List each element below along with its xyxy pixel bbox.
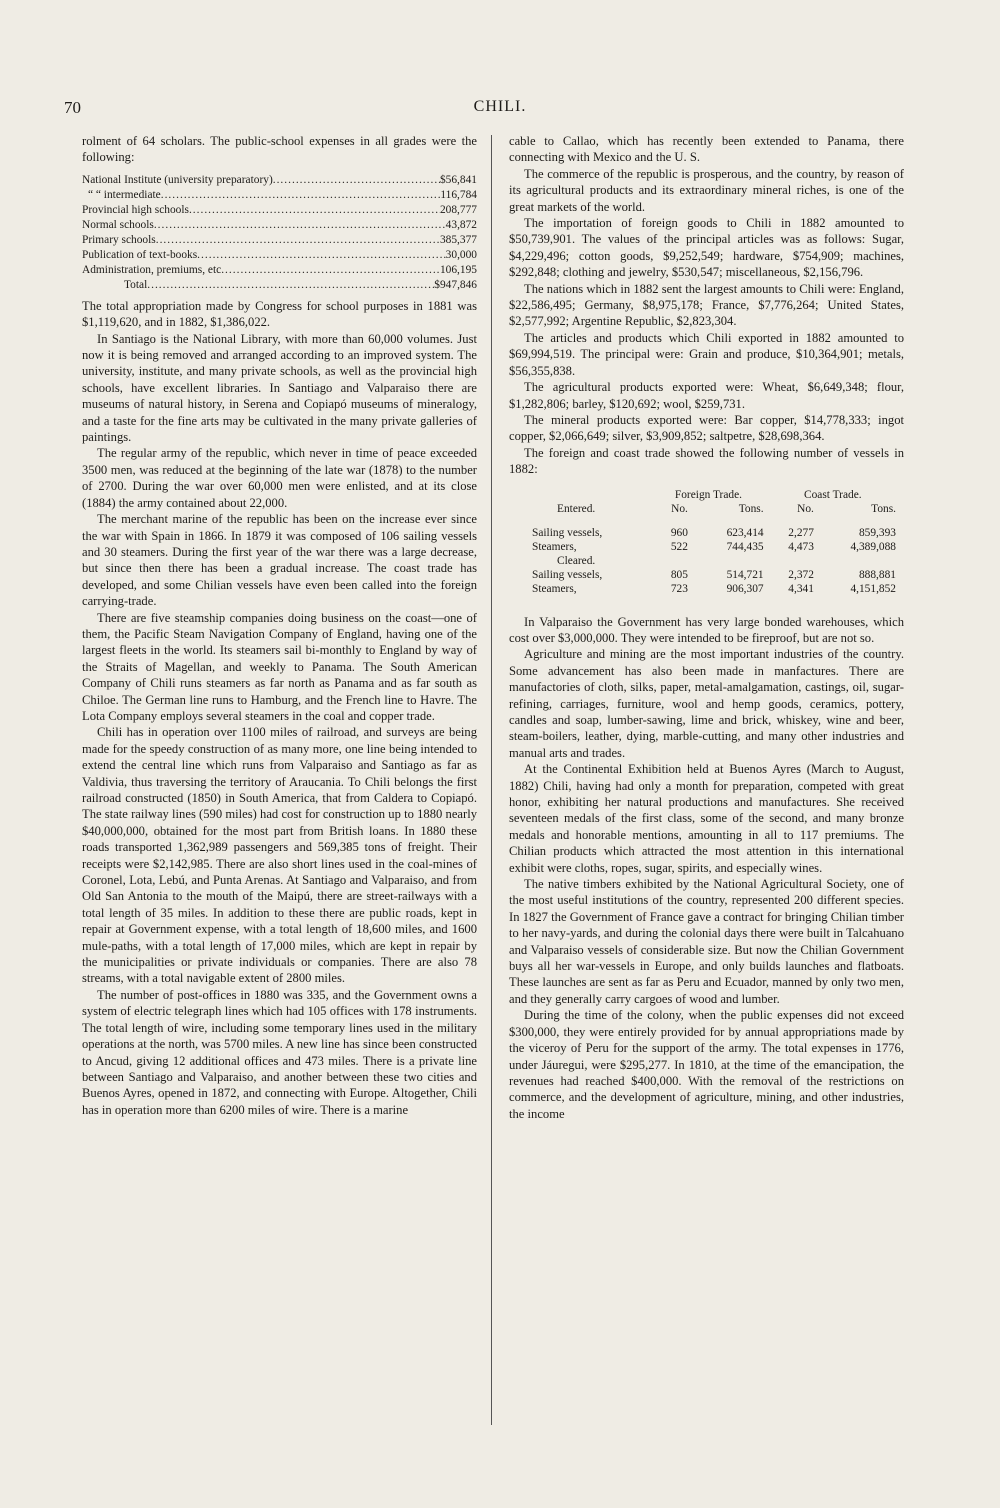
table-row	[529, 540, 899, 554]
paragraph: The importation of foreign goods to Chili in 1882 amounted to $50,739,901. The values of the principal articles was as follows: Sugar, $4,229,496; cotton goods, $9,252,549; hardware, $754,909; machines, $292,848; clothing and jewelry, $530,547; miscellaneous, $2,156,796.	[509, 216, 904, 280]
paragraph: cable to Callao, which has recently been extended to Panama, there connecting with Mexico and the U. S.	[509, 134, 904, 165]
paragraph: The number of post-offices in 1880 was 335, and the Government owns a system of electric telegraph lines which had 105 offices with 178 instruments. The total length of wire, including some temporary lines used in the military operations at the north, was 5700 miles. A new line has since been constructed to Ancud, giving 12 additional offices and 473 miles. There is a private line between Santiago and Valparaiso, and another between these two cities and Buenos Ayres, opened in 1872, and connecting with Europe. Altogether, Chili has in operation more than 6200 miles of wire. There is a marine	[82, 987, 477, 1117]
right-column	[509, 133, 904, 1122]
table-column-header	[529, 502, 899, 516]
cell: 4,341	[788, 582, 814, 595]
ledger-amount: $56,841	[439, 173, 477, 186]
table-row	[529, 582, 899, 596]
ledger-row	[82, 248, 477, 263]
paragraph: In Valparaiso the Government has very large bonded warehouses, which cost over $3,000,000. They were intended to be fireproof, but are not so.	[509, 614, 904, 645]
paragraph: The nations which in 1882 sent the largest amounts to Chili were: England, $22,586,495; Germany, $8,975,178; France, $7,776,264; United States, $2,577,992; Argentine Republic, $2,823,304.	[509, 281, 904, 329]
table-row	[529, 568, 899, 582]
paragraph: Agriculture and mining are the most important industries of the country. Some advancement has also been made in manfactures. There are manufactories of cloth, silks, paper, metal-amalgamation, castings, oil, sugar-refining, carriages, furniture, wool and hemp goods, ceramics, pottery, candles and soap, lumber-sawing, lime and brick, whiskey, wine and beer, steam-boilers, leather, dying, marble-cutting, and many other industries and manual arts and trades.	[509, 647, 904, 760]
ledger-label: Primary schools	[82, 233, 156, 246]
cell: 514,721	[726, 568, 764, 581]
paragraph: There are five steamship companies doing business on the coast—one of them, the Pacific Steam Navigation Company of England, having one of the largest fleets in the world. Its steamers sail bi-monthly to England by way of the Straits of Magellan, and weekly to Panama. The South American Company of Chili runs steamers as far north as Panama and as far south as Chiloe. The German line runs to Hamburg, and the French line to Havre. The Lota Company employs several steamers in the coal and copper trade.	[82, 610, 477, 723]
cell: 723	[670, 582, 688, 595]
vessel-trade-table	[529, 488, 899, 596]
ledger-label: Normal schools	[82, 218, 154, 231]
ledger-amount: 43,872	[445, 218, 477, 231]
col-no: No.	[671, 502, 688, 515]
paragraph: The regular army of the republic, which never in time of peace exceeded 3500 men, was reduced at the beginning of the late war (1878) to the number of 2700. During the war over 60,000 men were enlisted, and at its close (1884) the army contained about 22,000.	[82, 446, 477, 510]
cell: 906,307	[726, 582, 764, 595]
ledger-amount: 30,000	[445, 248, 477, 261]
col-tons: Tons.	[738, 502, 764, 515]
table-row	[529, 526, 899, 540]
cell: 744,435	[726, 540, 764, 553]
ledger-amount: 208,777	[439, 203, 477, 216]
col-no: No.	[797, 502, 814, 515]
ledger-label: Publication of text-books	[82, 248, 198, 261]
cell: 522	[670, 540, 688, 553]
cell: 960	[670, 526, 688, 539]
ledger-label: Administration, premiums, etc	[82, 263, 222, 276]
row-label: Sailing vessels,	[532, 568, 603, 581]
table-section-row	[529, 554, 899, 568]
cell: 2,372	[788, 568, 814, 581]
ledger-row	[82, 173, 477, 188]
cell: 2,277	[788, 526, 814, 539]
cell: 4,151,852	[850, 582, 896, 595]
paragraph: During the time of the colony, when the public expenses did not exceed $300,000, they were entirely provided for by annual appropriations made by the viceroy of Peru for the support of the army. The total expenses in 1776, under Jáuregui, were $295,277. In 1810, at the time of the emancipation, the revenues had reached $400,000. With the removal of the restrictions on commerce, and the development of agriculture, mining, and other industries, the income	[509, 1008, 904, 1121]
school-expenses-ledger	[82, 173, 477, 293]
coast-trade-header: Coast Trade.	[804, 488, 862, 501]
row-label: Sailing vessels,	[532, 526, 603, 539]
ledger-row	[82, 203, 477, 218]
cell: 623,414	[726, 526, 764, 539]
paragraph: The articles and products which Chili exported in 1882 amounted to $69,994,519. The principal were: Grain and produce, $10,364,901; metals, $56,355,838.	[509, 330, 904, 378]
left-column	[82, 133, 477, 1118]
paragraph: The native timbers exhibited by the National Agricultural Society, one of the most useful institutions of the country, represented 200 different species. In 1827 the Government of France gave a contract for bringing Chilian timber to her navy-yards, and during the colonial days there were built in Talcahuano and Valparaiso vessels of considerable size. But now the Chilian Government buys all her war-vessels in Europe, and only builds launches and flatboats. These launches are sent as far as Peru and Ecuador, manned by only two men, and they generally carry cargoes of wood and lumber.	[509, 877, 904, 1006]
ledger-total-amount: $947,846	[434, 278, 477, 291]
ledger-label: Provincial high schools	[82, 203, 189, 216]
paragraph: Chili has in operation over 1100 miles of railroad, and surveys are being made for the speedy construction of as many more, one line being intended to extend the central line which runs from Valparaiso and Santiago as far as Valdivia, thus traversing the territory of Araucania. To Chili belongs the first railroad constructed (1850) in South America, that from Caldera to Copiapó. The state railway lines (590 miles) had cost for construction up to 1880 nearly $40,000,000, obtained for the most part from British loans. In 1880 these roads transported 1,362,989 passengers and 569,385 tons of freight. Their receipts were $2,142,985. There are also short lines used in the coal-mines of Coronel, Lota, Lebú, and Punta Arenas. At Santiago and Valparaiso, and from Old San Antonia to the mouth of the Maipú, there are street-railways with a total length of 35 miles. In addition to these there are public roads, kept in repair at Government expense, with a total length of 18,600 miles, and 1600 mule-paths, with a total length of 17,000 miles, which are kept in repair by the municipalities or private individuals or companies. There are also 78 streams, with a total navigable extent of 2800 miles.	[82, 725, 477, 986]
ledger-row	[82, 263, 477, 278]
ledger-total-row	[82, 278, 477, 293]
paragraph: rolment of 64 scholars. The public-school expenses in all grades were the following:	[82, 134, 477, 165]
paragraph: The commerce of the republic is prosperous, and the country, by reason of its agricultural products and its extraordinary mineral riches, is one of the great markets of the world.	[509, 166, 904, 214]
ledger-row	[82, 218, 477, 233]
row-label: Steamers,	[532, 582, 577, 595]
cleared-label: Cleared.	[557, 554, 596, 567]
cell: 888,881	[858, 568, 896, 581]
ledger-amount: 385,377	[439, 233, 477, 246]
paragraph: At the Continental Exhibition held at Buenos Ayres (March to August, 1882) Chili, having had only a month for preparation, competed with great honor, exhibiting her natural productions and manufactures. She received seventeen medals of the first class, some of the second, and many bronze medals and honorable mentions, amounting in all to 117 premiums. The Chilian products which attracted the most attention in this international exhibit were cloths, ropes, sugar, spirits, and especially wines.	[509, 762, 904, 875]
ledger-amount: 116,784	[440, 188, 477, 201]
table-group-header	[529, 488, 899, 502]
paragraph: The merchant marine of the republic has been on the increase ever since the war with Spain in 1866. In 1879 it was composed of 106 sailing vessels and 30 steamers. During the first year of the war there was a large decrease, but since then there has been a gradual increase. The coast trade has developed, and some Chilian vessels have even been called into the foreign carrying-trade.	[82, 512, 477, 609]
entered-label: Entered.	[557, 502, 596, 515]
ledger-row	[82, 188, 477, 203]
ledger-amount: 106,195	[439, 263, 477, 276]
ledger-label: National Institute (university preparatory)	[82, 173, 273, 186]
cell: 4,473	[788, 540, 814, 553]
paragraph: The mineral products exported were: Bar copper, $14,778,333; ingot copper, $2,066,649; silver, $3,909,852; saltpetre, $28,698,364.	[509, 412, 904, 444]
col-tons: Tons.	[871, 502, 896, 515]
ledger-total-label: Total	[124, 278, 148, 291]
paragraph: The agricultural products exported were: Wheat, $6,649,348; flour, $1,282,806; barley, $120,692; wool, $259,731.	[509, 380, 904, 411]
cell: 4,389,088	[850, 540, 896, 553]
paragraph: The foreign and coast trade showed the following number of vessels in 1882:	[509, 445, 904, 477]
paragraph: The total appropriation made by Congress for school purposes in 1881 was $1,119,620, and in 1882, $1,386,022.	[82, 298, 477, 330]
page-number: 70	[64, 98, 81, 117]
ledger-row	[82, 233, 477, 248]
ledger-label: “ “ intermediate	[88, 188, 161, 201]
foreign-trade-header: Foreign Trade.	[674, 488, 742, 501]
column-divider	[491, 135, 492, 1425]
running-title: CHILI.	[473, 98, 527, 115]
paragraph: In Santiago is the National Library, with more than 60,000 volumes. Just now it is being removed and arranged according to an improved system. The university, institute, and many private schools, as well as the provincial high schools, have excellent libraries. In Santiago and Valparaiso there are museums of natural history, in Serena and Copiapó museums of mineralogy, and a taste for the fine arts may be cultivated in the many private galleries of paintings.	[82, 331, 477, 445]
cell: 859,393	[858, 526, 896, 539]
cell: 805	[670, 568, 688, 581]
row-label: Steamers,	[532, 540, 577, 553]
page-header	[64, 98, 936, 122]
